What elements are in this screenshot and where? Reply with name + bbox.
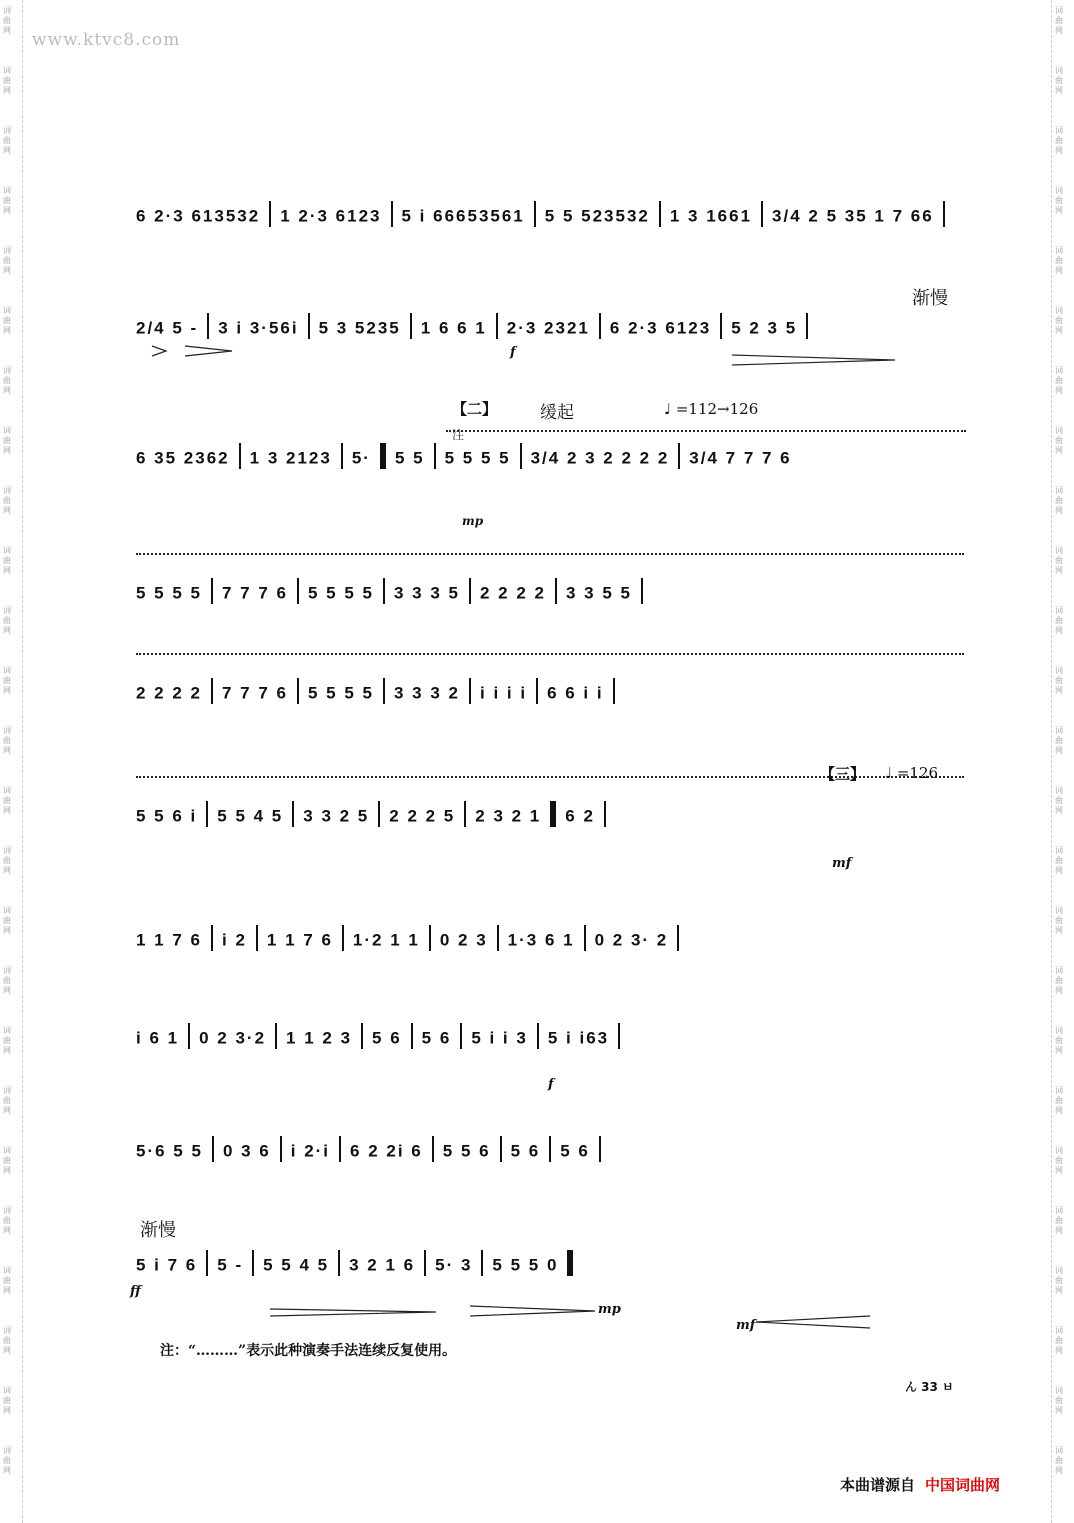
margin-label: 词曲网	[3, 1086, 11, 1115]
margin-label: 词曲网	[1055, 906, 1063, 935]
measure-notes: 7 7 7 6	[222, 683, 288, 703]
margin-label: 词曲网	[1055, 1266, 1063, 1295]
margin-label: 词曲网	[3, 1266, 11, 1295]
section-2-tempo-text: 缓起	[540, 403, 574, 423]
margin-label: 词曲网	[3, 906, 11, 935]
measure-notes: 6 2·3 613532	[136, 206, 261, 226]
section-2-note-marker: 注	[452, 428, 465, 442]
dynamic-mf-row10: mf	[736, 1318, 756, 1333]
margin-label: 词曲网	[1055, 966, 1063, 995]
measure-notes: 5 5 5 5	[308, 583, 374, 603]
margin-label: 词曲网	[1055, 126, 1063, 155]
margin-label: 词曲网	[3, 1386, 11, 1415]
measure-notes: 5 i i63	[547, 1028, 610, 1048]
margin-label: 词曲网	[1055, 6, 1063, 35]
margin-label: 词曲网	[1055, 1386, 1063, 1415]
measure-notes: 6 2·3 6123	[609, 318, 712, 338]
margin-label: 词曲网	[3, 306, 11, 335]
measure-notes: 3/4 2 3 2 2 2 2	[530, 448, 670, 468]
measure-notes: 1 2·3 6123	[280, 206, 382, 226]
measure-notes: 5 5 5 5	[444, 448, 511, 468]
source-credit	[840, 1474, 1000, 1495]
site-watermark: www.ktvc8.com	[32, 30, 181, 50]
margin-label: 词曲网	[3, 726, 11, 755]
margin-label: 词曲网	[1055, 306, 1063, 335]
dynamic-f-row2: f	[510, 345, 516, 360]
measure-notes: 2 3 2 1	[475, 806, 542, 826]
dynamic-mp-row10: mp	[598, 1302, 621, 1317]
source-credit-site[interactable]: 中国词曲网	[925, 1476, 1001, 1494]
measure-notes: 0 2 3	[439, 930, 488, 950]
margin-label: 词曲网	[3, 846, 11, 875]
rit-marking-top: 渐慢	[912, 288, 948, 309]
measure-notes: 3/4 7 7 7 6	[689, 448, 792, 468]
measure-notes: 0 3 6	[222, 1141, 271, 1161]
measure-notes: 1·3 6 1	[507, 930, 575, 950]
measure-notes: 5 2 3 5	[731, 318, 798, 338]
margin-label: 词曲网	[3, 546, 11, 575]
measure-notes: i i i i	[480, 683, 528, 703]
measure-notes: 5·6 5 5	[136, 1141, 203, 1161]
measure-notes: 3 3 5 5	[566, 583, 632, 603]
margin-label: 词曲网	[3, 486, 11, 515]
measure-notes: 3/4 2 5 35 1 7 66	[772, 206, 934, 226]
dynamic-mp-row3: mp	[462, 514, 484, 528]
margin-label: 词曲网	[1055, 486, 1063, 515]
measure-notes: 5 6	[510, 1141, 541, 1161]
measure-notes: 6 2 2i 6	[350, 1141, 423, 1161]
page-number-mark: ん 33 ㅂ	[905, 1380, 954, 1394]
dynamic-f-row8: f	[548, 1077, 554, 1092]
margin-label: 词曲网	[3, 186, 11, 215]
margin-label: 词曲网	[3, 786, 11, 815]
margin-label: 词曲网	[3, 1326, 11, 1355]
measure-notes: 3 2 1 6	[349, 1255, 416, 1275]
margin-label: 词曲网	[1055, 1446, 1063, 1475]
measure-notes: 1 1 2 3	[286, 1028, 353, 1048]
source-credit-prefix: 本曲谱源自	[840, 1476, 916, 1494]
margin-label: 词曲网	[3, 366, 11, 395]
rit-marking-bottom: 渐慢	[140, 1220, 176, 1241]
margin-label: 词曲网	[3, 1206, 11, 1235]
measure-notes: 7 7 7 6	[222, 583, 288, 603]
measure-notes: i 2·i	[290, 1141, 331, 1161]
measure-notes: 5 i 66653561	[401, 206, 525, 226]
measure-notes: 5 6	[560, 1141, 590, 1161]
margin-label: 词曲网	[1055, 846, 1063, 875]
measure-notes: 5· 3	[435, 1255, 473, 1275]
measure-notes: 1 6 6 1	[420, 318, 487, 338]
measure-notes: 2/4 5 -	[136, 318, 199, 338]
section-3-label: 【三】	[820, 765, 866, 783]
measure-notes: 1 1 7 6	[136, 930, 202, 950]
measure-notes: 6 2	[565, 806, 595, 826]
margin-label: 词曲网	[1055, 786, 1063, 815]
margin-label: 词曲网	[1055, 426, 1063, 455]
margin-label: 词曲网	[3, 1026, 11, 1055]
margin-label: 词曲网	[1055, 66, 1063, 95]
measure-notes: 5 5 5 5	[136, 583, 202, 603]
measure-notes: i 2	[222, 930, 247, 950]
measure-notes: 5 6	[421, 1028, 452, 1048]
section-3-metronome: ♩ =126	[885, 764, 939, 782]
measure-notes: 0 2 3·2	[199, 1028, 267, 1048]
margin-label: 词曲网	[3, 246, 11, 275]
measure-notes: 5 -	[217, 1255, 244, 1275]
measure-notes: 1 3 2123	[249, 448, 332, 468]
margin-label: 词曲网	[3, 426, 11, 455]
margin-label: 词曲网	[1055, 186, 1063, 215]
measure-notes: 2 2 2 2	[480, 583, 546, 603]
margin-label: 词曲网	[1055, 366, 1063, 395]
measure-notes: 0 2 3· 2	[594, 930, 669, 950]
measure-notes: 6 35 2362	[136, 448, 230, 468]
measure-notes: i 6 1	[136, 1028, 180, 1048]
margin-label: 词曲网	[1055, 546, 1063, 575]
measure-notes: 1 1 7 6	[266, 930, 333, 950]
measure-notes: 5·	[351, 448, 371, 468]
margin-label: 词曲网	[1055, 726, 1063, 755]
measure-notes: 2 2 2 5	[389, 806, 456, 826]
measure-notes: 5 i 7 6	[136, 1255, 198, 1275]
measure-notes: 5 3 5235	[318, 318, 401, 338]
measure-notes: 1 3 1661	[669, 206, 753, 226]
dynamic-ff-row10: ff	[130, 1284, 141, 1299]
measure-notes: 3 3 2 5	[303, 806, 370, 826]
measure-notes: 5 5 5 0	[492, 1255, 559, 1275]
measure-notes: 2·3 2321	[506, 318, 590, 338]
measure-notes: 5 i i 3	[471, 1028, 528, 1048]
measure-notes: 5 6	[372, 1028, 402, 1048]
measure-notes: 5 5	[394, 448, 425, 468]
margin-label: 词曲网	[1055, 1326, 1063, 1355]
measure-notes: 6 6 i i	[547, 683, 604, 703]
margin-label: 词曲网	[1055, 1086, 1063, 1115]
measure-notes: 2 2 2 2	[136, 683, 202, 703]
measure-notes: 5 5 5 5	[308, 683, 374, 703]
measure-notes: 5 5 523532	[544, 206, 650, 226]
section-2-label: 【二】	[452, 400, 498, 418]
margin-label: 词曲网	[1055, 1146, 1063, 1175]
margin-label: 词曲网	[3, 1146, 11, 1175]
margin-label: 词曲网	[1055, 1206, 1063, 1235]
margin-label: 词曲网	[3, 966, 11, 995]
measure-notes: 5 5 4 5	[263, 1255, 330, 1275]
measure-notes: 1·2 1 1	[352, 930, 420, 950]
margin-label: 词曲网	[1055, 666, 1063, 695]
footnote: 注：“………”表示此种演奏手法连续反复使用。	[160, 1343, 457, 1359]
margin-label: 词曲网	[3, 6, 11, 35]
section-2-metronome: ♩ =112→126	[664, 400, 759, 418]
margin-label: 词曲网	[1055, 606, 1063, 635]
measure-notes: 5 5 6	[442, 1141, 491, 1161]
margin-label: 词曲网	[3, 66, 11, 95]
margin-label: 词曲网	[3, 666, 11, 695]
margin-label: 词曲网	[3, 126, 11, 155]
measure-notes: 3 i 3·56i	[218, 318, 299, 338]
margin-label: 词曲网	[3, 606, 11, 635]
margin-label: 词曲网	[1055, 1026, 1063, 1055]
measure-notes: 5 5 4 5	[217, 806, 284, 826]
margin-label: 词曲网	[3, 1446, 11, 1475]
measure-notes: 5 5 6 i	[136, 806, 198, 826]
measure-notes: 3 3 3 2	[394, 683, 460, 703]
measure-notes: 3 3 3 5	[394, 583, 460, 603]
margin-label: 词曲网	[1055, 246, 1063, 275]
dynamic-mf-row6: mf	[832, 856, 852, 871]
